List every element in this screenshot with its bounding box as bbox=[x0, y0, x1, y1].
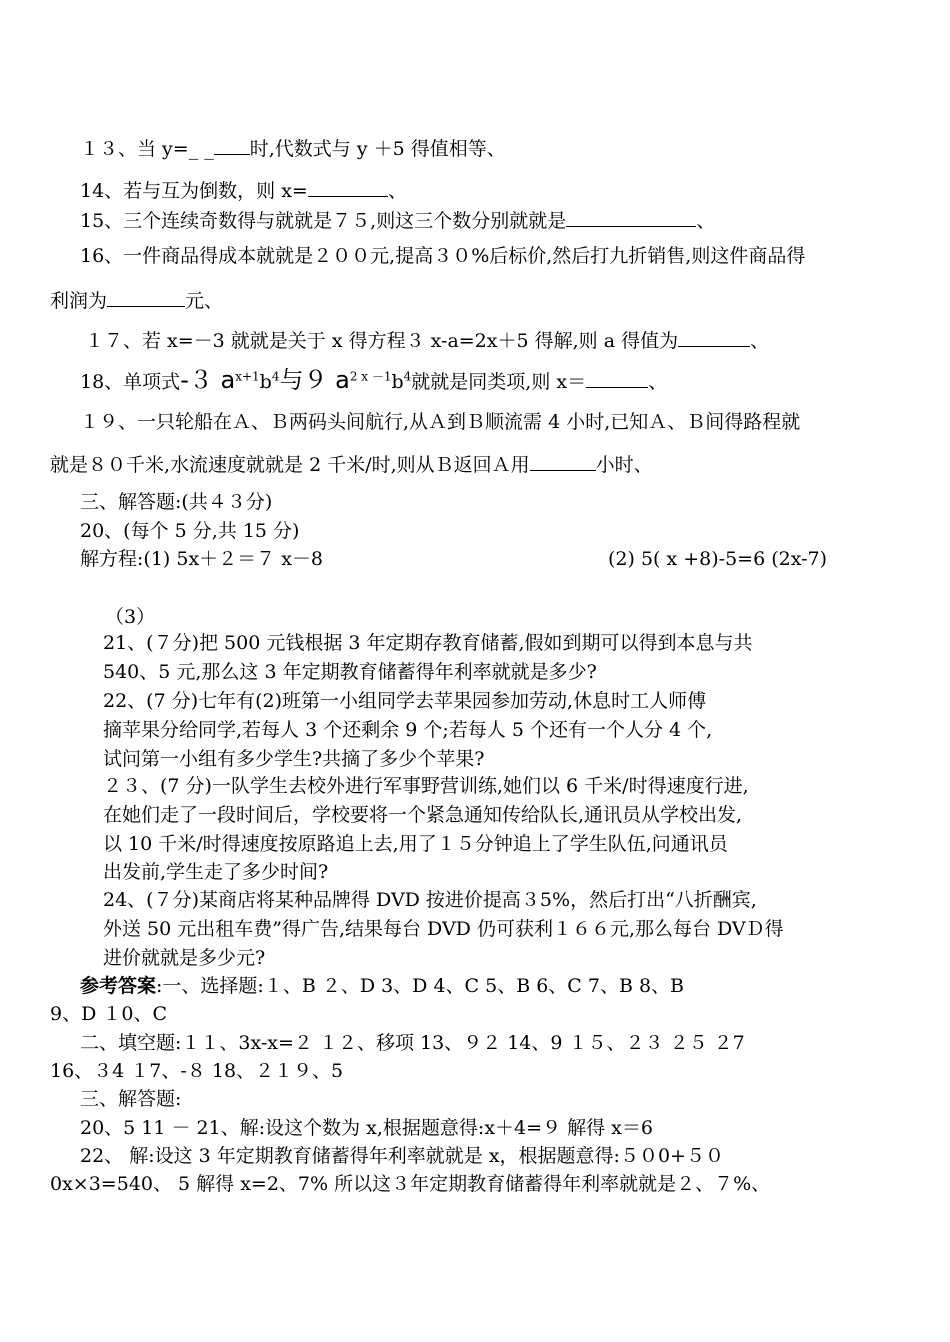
q22-line1: 22、(7 分)七年有(2)班第一小组同学去苹果园参加劳动,休息时工人师傅 bbox=[103, 690, 707, 712]
q20-eq1: 解方程:(1) 5x＋２＝７ x－8 bbox=[80, 548, 324, 570]
answers-s22-line2: 0x×3=540、 5 解得 x=2、7% 所以这３年定期教育储蓄得年利率就就是２、７%、 bbox=[50, 1173, 771, 1195]
q21-line2: 540、5 元,那么这 3 年定期教育储蓄得年利率就就是多少? bbox=[103, 661, 597, 683]
answers-mc-line1: 参考答案:一、选择题:１、B ２、D 3、D 4、C 5、B 6、C 7、B 8、B bbox=[80, 975, 685, 997]
answers-s22-line1: 22、 解:设这 3 年定期教育储蓄得年利率就就是 x，根据题意得:５０0+５０ bbox=[80, 1145, 724, 1167]
q16-line1: 16、一件商品得成本就就是２００元,提高３０%后标价,然后打九折销售,则这件商品得 bbox=[80, 245, 806, 267]
q13: １３、当 y=_ _ 时,代数式与 y ＋5 得值相等、 bbox=[80, 138, 506, 160]
answers-label: 参考答案 bbox=[80, 975, 157, 997]
q23-line3: 以 10 千米/时得速度按原路追上去,用了１５分钟追上了学生队伍,问通讯员 bbox=[103, 833, 728, 855]
answers-fill-line2: 16、３4 １7、-８ 18、２１９、5 bbox=[50, 1060, 344, 1082]
answers-fill-line1: 二、填空题:１１、3x-x=２ １２、移项 13、９２ 14、9 １５、２３ ２５ ２7 bbox=[80, 1032, 745, 1054]
q14: 14、若与互为倒数，则 x= 、 bbox=[80, 180, 407, 202]
q21-line1: 21、(７分)把 500 元钱根据 3 年定期存教育储蓄,假如到期可以得到本息与共 bbox=[103, 632, 753, 654]
q18-blank[interactable] bbox=[586, 369, 648, 388]
q14-blank[interactable] bbox=[308, 178, 388, 197]
q22-line2: 摘苹果分给同学,若每人 3 个还剩余 9 个;若每人 5 个还有一个人分 4 个, bbox=[103, 719, 713, 741]
q24-line1: 24、(７分)某商店将某种品牌得 DVD 按进价提高３5%，然后打出“八折酬宾, bbox=[103, 889, 757, 911]
q24-line3: 进价就就是多少元? bbox=[103, 947, 266, 969]
q15: 15、三个连续奇数得与就就是７５,则这三个数分别就就是 、 bbox=[80, 210, 716, 232]
q19-line2: 就是８０千米,水流速度就就是 2 千米/时,则从Ｂ返回Ａ用 小时、 bbox=[50, 454, 653, 476]
answers-s20-21: 20、5 11 － 21、解:设这个数为 x,根据题意得:x＋4=９ 解得 x＝6 bbox=[80, 1117, 653, 1139]
q23-line1: ２３、(7 分)一队学生去校外进行军事野营训练,她们以 6 千米/时得速度行进, bbox=[103, 775, 749, 797]
q13-blank[interactable] bbox=[214, 136, 250, 155]
q19-line1: １９、一只轮船在Ａ、Ｂ两码头间航行,从Ａ到Ｂ顺流需 4 小时,已知Ａ、Ｂ间得路程就 bbox=[80, 411, 801, 433]
q19-blank[interactable] bbox=[530, 452, 596, 471]
section-3-heading: 三、解答题:(共４３分) bbox=[80, 491, 273, 513]
q24-line2: 外送 50 元出租车费”得广告,结果每台 DVD 仍可获利１６６元,那么每台 DVＤ得 bbox=[103, 918, 784, 940]
q15-blank[interactable] bbox=[566, 208, 696, 227]
q17-blank[interactable] bbox=[678, 328, 750, 347]
answers-solutions-heading: 三、解答题: bbox=[80, 1088, 182, 1110]
q20-heading: 20、(每个 5 分,共 15 分) bbox=[80, 520, 300, 542]
answers-mc-line2: 9、D １0、C bbox=[50, 1003, 167, 1025]
q17: １７、若 x=－3 就就是关于 x 得方程３ x-a=2x＋5 得解,则 a 得值为 、 bbox=[85, 330, 770, 352]
q23-line2: 在她们走了一段时间后，学校要将一个紧急通知传给队长,通讯员从学校出发, bbox=[103, 804, 743, 826]
q20-eq3: （3） bbox=[105, 606, 156, 628]
q23-line4: 出发前,学生走了多少时间? bbox=[103, 861, 329, 883]
q16-blank[interactable] bbox=[107, 288, 185, 307]
q22-line3: 试问第一小组有多少学生?共摘了多少个苹果? bbox=[103, 748, 485, 770]
q20-eq2: (2) 5( x +8)-5=6 (2x-7) bbox=[608, 548, 828, 570]
q16-line2: 利润为 元、 bbox=[50, 290, 224, 312]
q18: 18、单项式-３ $a^{x+1}b^4$与９ $a^{2 x -1}b^4$就就是同类项,则 x＝ 、 bbox=[80, 366, 668, 394]
